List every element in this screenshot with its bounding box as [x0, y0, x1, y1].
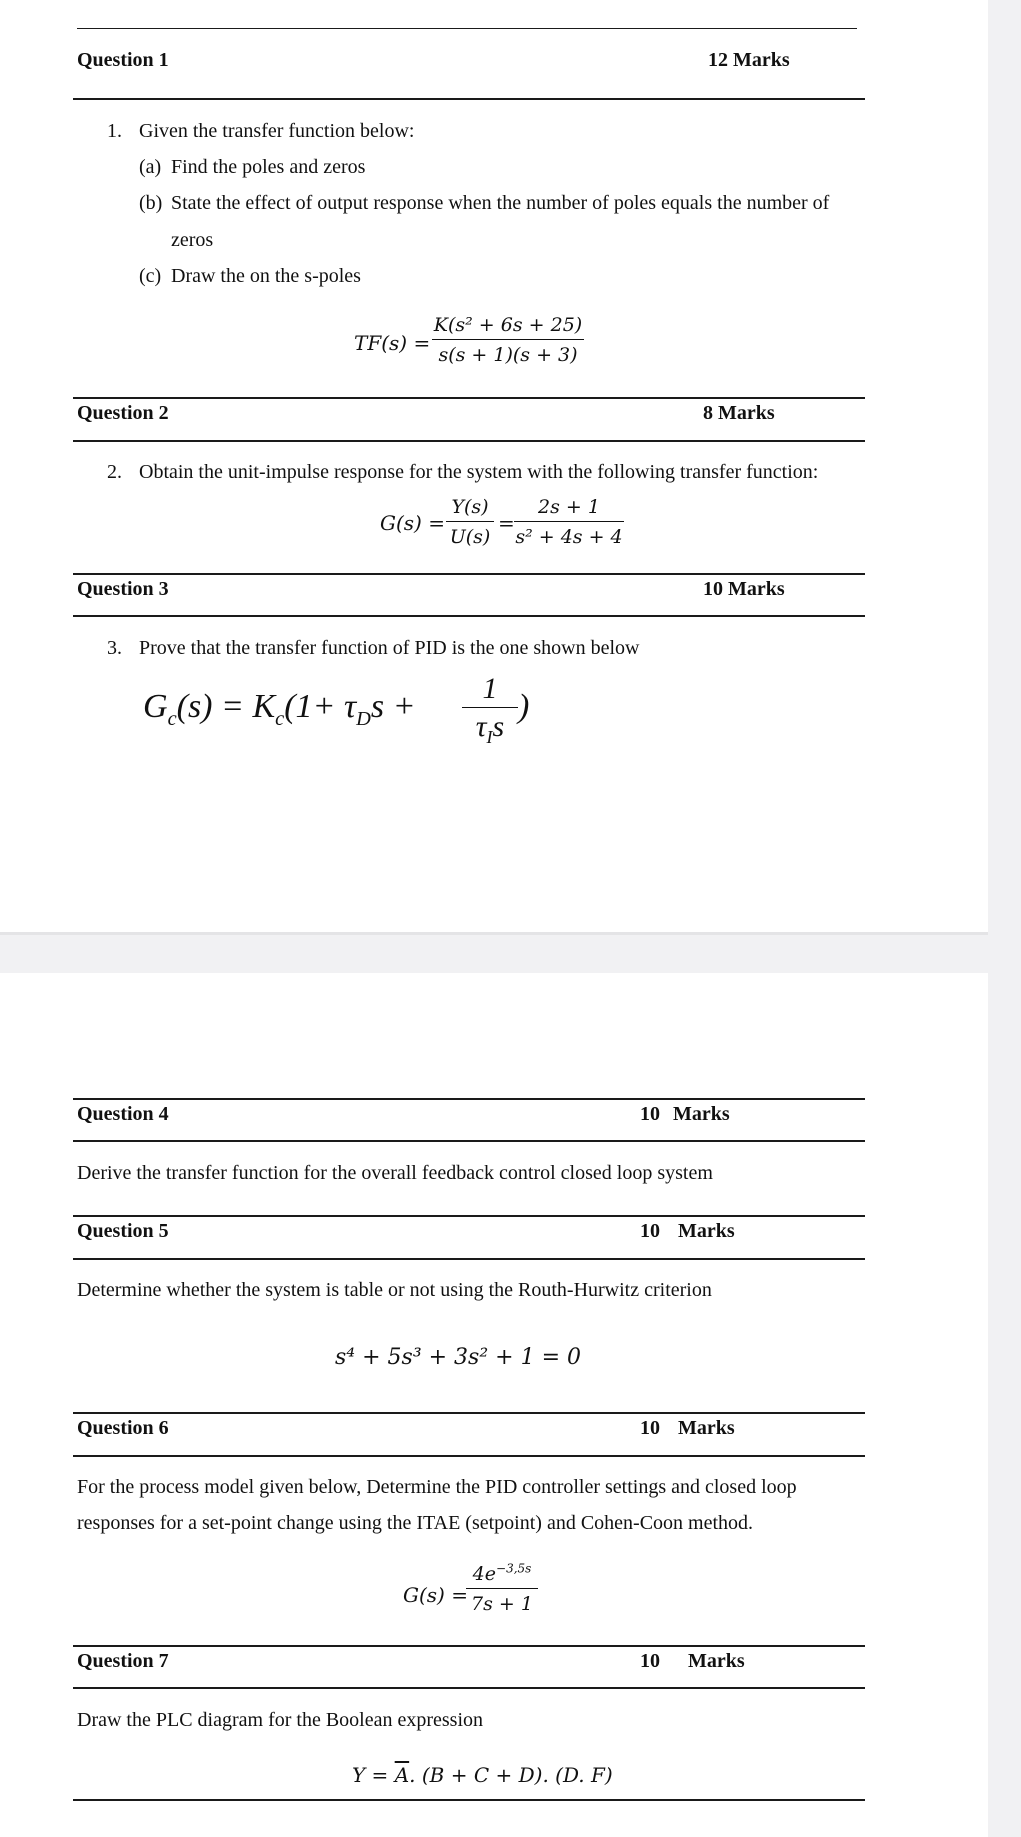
divider	[73, 1215, 865, 1217]
q3-lhs-sub: c	[167, 707, 177, 730]
q1-intro: Given the transfer function below:	[139, 120, 415, 142]
question-7-heading: Question 7	[77, 1650, 169, 1672]
q2-equation-lhs: G(s) =	[380, 511, 445, 535]
divider	[73, 1412, 865, 1414]
divider	[73, 1799, 865, 1801]
question-5-marks-num: 10	[640, 1220, 660, 1242]
q7-a-bar: $\overline{A}$	[394, 1763, 410, 1787]
q1-item-b-text: State the effect of output response when the number of poles equals the number of	[171, 192, 830, 214]
q1-item-c-text: Draw the on the s-poles	[171, 265, 361, 287]
divider	[73, 1140, 865, 1142]
q3-lhs: G	[143, 688, 168, 725]
q1-item-b-label: (b)	[139, 192, 163, 214]
divider	[73, 440, 865, 442]
q3-open: (1+ τ	[284, 688, 357, 725]
q1-item-c-label: (c)	[139, 265, 162, 287]
question-6-marks-num: 10	[640, 1417, 660, 1439]
q6-equation-fraction	[466, 1563, 538, 1615]
q2-number: 2.	[107, 461, 122, 483]
q2-equation-den1: U(s)	[449, 526, 491, 548]
q6-text-line-2: responses for a set-point change using the ITAE (setpoint) and Cohen-Coon method.	[77, 1512, 754, 1534]
q3-numerator: 1	[482, 672, 498, 705]
question-5-heading: Question 5	[77, 1220, 169, 1242]
divider	[73, 1258, 865, 1260]
q3-close: )	[518, 688, 530, 725]
question-7-marks-word: Marks	[688, 1650, 745, 1672]
q1-equation-lhs: TF(s) =	[354, 331, 431, 355]
q3-den-s: s	[492, 710, 505, 743]
top-rule	[77, 28, 857, 29]
q6-equation-lhs: G(s) =	[403, 1583, 468, 1607]
question-4-heading: Question 4	[77, 1103, 169, 1125]
q3-pid-equation	[143, 688, 416, 730]
q1-item-b-continuation: zeros	[171, 229, 214, 251]
q5-text: Determine whether the system is table or not using the Routh-Hurwitz criterion	[77, 1279, 712, 1301]
q6-text-line-1: For the process model given below, Determine the PID controller settings and closed loop	[77, 1476, 797, 1498]
q1-equation-denominator: s(s + 1)(s + 3)	[438, 344, 578, 366]
q2-equation-equals: =	[498, 511, 515, 535]
document-page-2	[0, 973, 988, 1837]
divider	[73, 98, 865, 100]
fraction-bar	[514, 521, 624, 522]
q3-tau-d-sub: D	[356, 707, 371, 730]
q1-item-a-label: (a)	[139, 156, 162, 178]
q3-k-sub: c	[275, 707, 285, 730]
divider	[73, 1645, 865, 1647]
q3-denominator-group	[462, 710, 518, 747]
page-edge-shadow	[0, 932, 988, 935]
divider	[73, 397, 865, 399]
question-4-marks-word: Marks	[673, 1103, 730, 1125]
question-2-heading: Question 2	[77, 402, 169, 424]
question-3-heading: Question 3	[77, 578, 169, 600]
fraction-bar	[466, 1588, 538, 1589]
q5-equation: s⁴ + 5s³ + 3s² + 1 = 0	[335, 1345, 581, 1370]
q7-lhs: Y =	[352, 1763, 395, 1787]
q6-denominator: 7s + 1	[471, 1593, 533, 1615]
q7-rest: . (B + C + D). (D. F)	[409, 1763, 613, 1787]
q3-s-plus: s +	[370, 688, 416, 725]
q7-equation	[352, 1763, 613, 1787]
q1-number: 1.	[107, 120, 122, 142]
question-1-marks: 12 Marks	[708, 49, 790, 71]
q6-numerator: 4e	[472, 1563, 497, 1585]
question-3-marks: 10 Marks	[703, 578, 785, 600]
q2-text: Obtain the unit-impulse response for the system with the following transfer function:	[139, 461, 819, 483]
fraction-bar	[432, 339, 584, 340]
document-page-1	[0, 0, 988, 932]
divider	[73, 1455, 865, 1457]
question-6-marks-word: Marks	[678, 1417, 735, 1439]
q6-exponent: −3,5s	[496, 1561, 532, 1576]
q3-lhs-rest: (s) = K	[176, 688, 276, 725]
divider	[73, 615, 865, 617]
q7-text: Draw the PLC diagram for the Boolean expression	[77, 1709, 484, 1731]
divider	[73, 1687, 865, 1689]
question-4-marks-num: 10	[640, 1103, 660, 1125]
question-2-marks: 8 Marks	[703, 402, 775, 424]
divider	[73, 1098, 865, 1100]
q2-equation-num2: 2s + 1	[538, 496, 600, 518]
q1-equation-numerator: K(s² + 6s + 25)	[433, 314, 583, 336]
q3-number: 3.	[107, 637, 122, 659]
question-6-heading: Question 6	[77, 1417, 169, 1439]
q3-denominator: τ	[475, 710, 487, 743]
q1-equation-fraction	[432, 314, 584, 366]
fraction-bar	[462, 707, 518, 708]
divider	[73, 573, 865, 575]
q2-equation-num1: Y(s)	[451, 496, 489, 518]
q3-text: Prove that the transfer function of PID is the one shown below	[139, 637, 640, 659]
q4-text: Derive the transfer function for the overall feedback control closed loop system	[77, 1162, 713, 1184]
q2-equation-fraction-1	[446, 496, 494, 548]
q2-equation-den2: s² + 4s + 4	[515, 526, 623, 548]
q1-item-a-text: Find the poles and zeros	[171, 156, 366, 178]
q3-equation-fraction	[462, 672, 518, 747]
fraction-bar	[446, 521, 494, 522]
q6-numerator-group	[466, 1563, 538, 1585]
q3-tau-i-sub: I	[486, 727, 493, 747]
q2-equation-fraction-2	[514, 496, 624, 548]
question-1-heading: Question 1	[77, 49, 169, 71]
question-7-marks-num: 10	[640, 1650, 660, 1672]
question-5-marks-word: Marks	[678, 1220, 735, 1242]
